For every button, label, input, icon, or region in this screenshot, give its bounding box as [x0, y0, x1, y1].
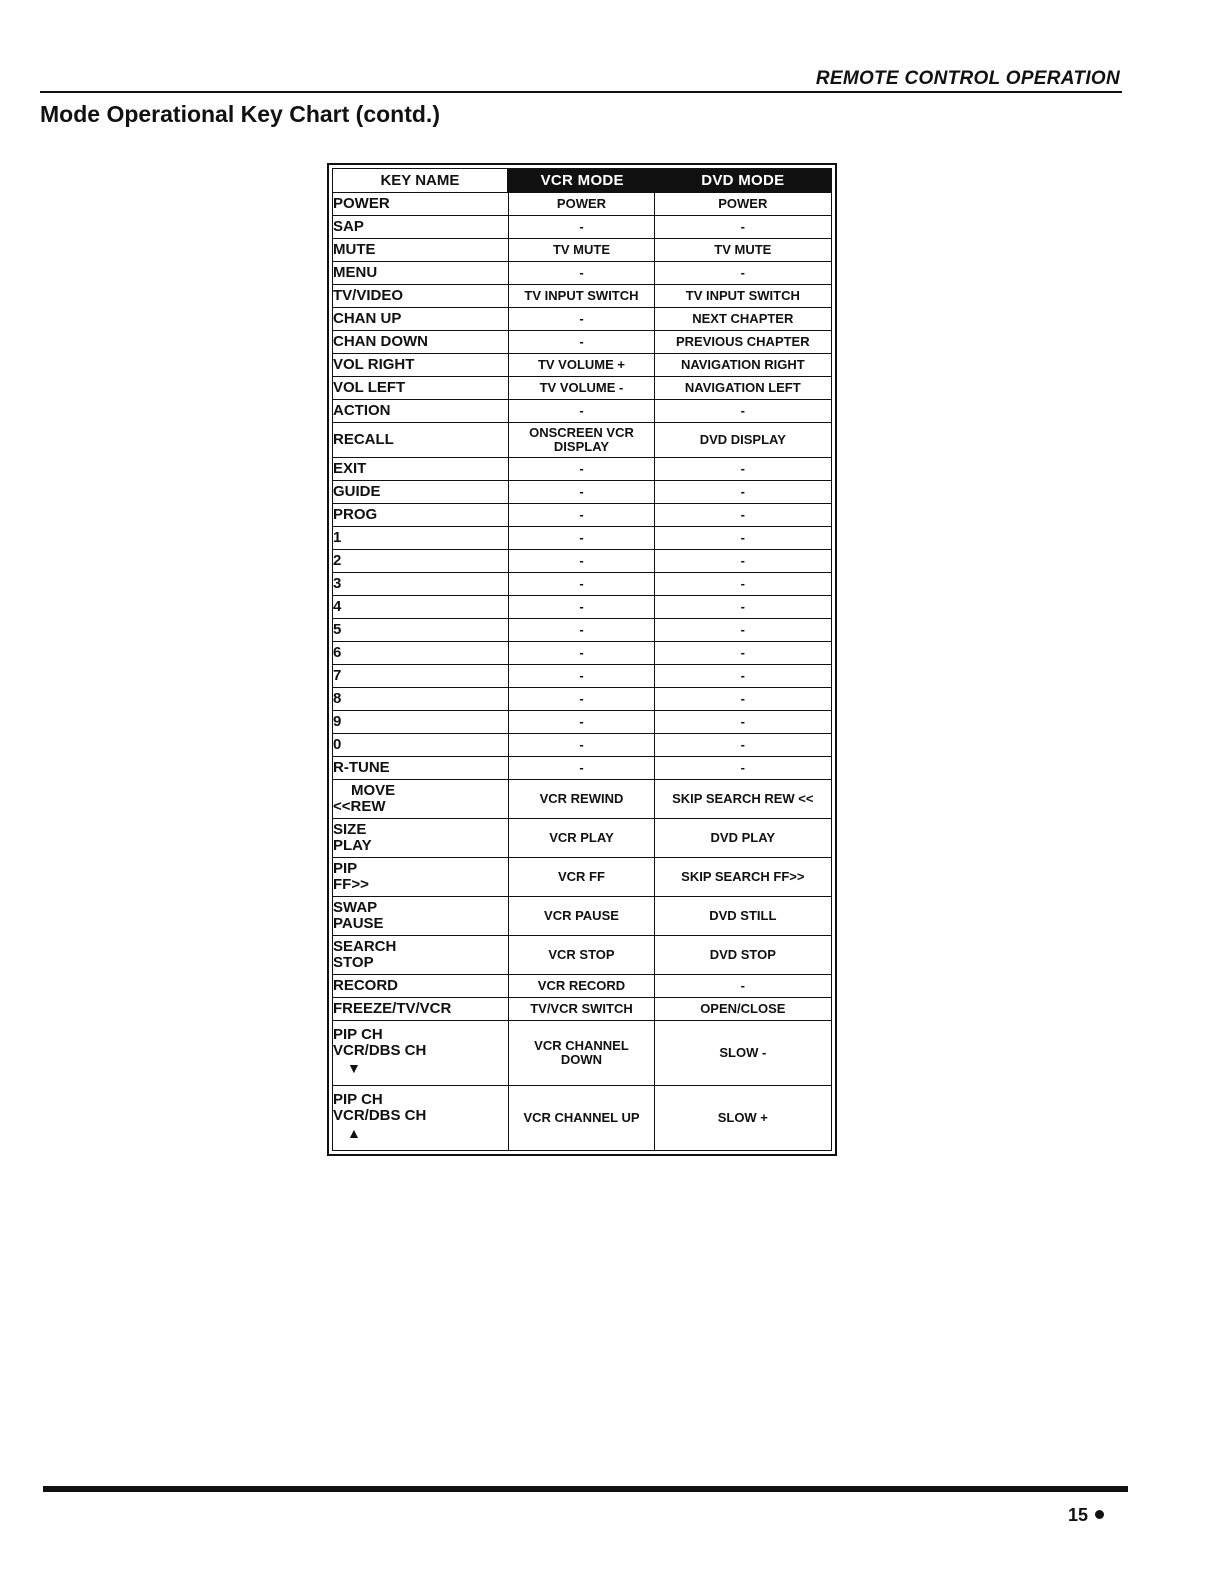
- vcr-mode-text: -: [579, 530, 584, 546]
- column-header-vcr-mode: VCR MODE: [509, 169, 654, 193]
- key-name-cell: [333, 757, 509, 780]
- dvd-mode-cell: [654, 354, 831, 377]
- vcr-mode-text: TV INPUT SWITCH: [524, 288, 639, 304]
- vcr-mode-text: VCR RECORD: [537, 978, 626, 994]
- table-row: [333, 665, 832, 688]
- vcr-mode-cell: [509, 308, 654, 331]
- dvd-mode-text: -: [740, 484, 745, 500]
- vcr-mode-cell: [509, 858, 654, 897]
- vcr-mode-text: -: [579, 599, 584, 615]
- page-number: [1068, 1505, 1104, 1526]
- table-row: [333, 998, 832, 1021]
- table-row: [333, 377, 832, 400]
- key-name-cell: [333, 642, 509, 665]
- key-name-text: FF>>: [333, 876, 369, 893]
- dvd-mode-cell: [654, 308, 831, 331]
- table-row: [333, 458, 832, 481]
- vcr-mode-cell: [509, 423, 654, 458]
- vcr-mode-cell: [509, 897, 654, 936]
- dvd-mode-cell: [654, 642, 831, 665]
- dvd-mode-text: -: [740, 978, 745, 994]
- table-row: [333, 423, 832, 458]
- vcr-mode-text: -: [579, 311, 584, 327]
- table-row: [333, 400, 832, 423]
- table-row: [333, 193, 832, 216]
- dvd-mode-text: -: [740, 760, 745, 776]
- table-row: [333, 757, 832, 780]
- key-name-cell: [333, 688, 509, 711]
- vcr-mode-text: -: [579, 622, 584, 638]
- vcr-mode-cell: [509, 481, 654, 504]
- dvd-mode-text: PREVIOUS CHAPTER: [675, 334, 810, 350]
- key-name-text: PROG: [333, 506, 378, 524]
- table-row: [333, 596, 832, 619]
- arrow-down-icon: ▼: [347, 1059, 361, 1076]
- dvd-mode-text: -: [740, 645, 745, 661]
- key-name-text: 6: [333, 644, 342, 662]
- vcr-mode-cell: [509, 193, 654, 216]
- table-row: [333, 504, 832, 527]
- vcr-mode-text: -: [579, 714, 584, 730]
- vcr-mode-cell: [509, 400, 654, 423]
- dvd-mode-cell: [654, 619, 831, 642]
- key-name-text: CHAN UP: [333, 310, 402, 328]
- vcr-mode-cell: [509, 642, 654, 665]
- dvd-mode-text: SKIP SEARCH REW <<: [672, 791, 814, 807]
- dvd-mode-text: -: [740, 507, 745, 523]
- mode-operational-key-chart: [332, 168, 832, 1151]
- dvd-mode-text: -: [740, 403, 745, 419]
- vcr-mode-cell: [509, 757, 654, 780]
- dvd-mode-text: -: [740, 668, 745, 684]
- key-name-text: 1: [333, 529, 342, 547]
- vcr-mode-cell: [509, 596, 654, 619]
- dvd-mode-cell: [654, 1086, 831, 1151]
- vcr-mode-cell: [509, 216, 654, 239]
- vcr-mode-text: TV VOLUME -: [539, 380, 624, 396]
- dvd-mode-cell: [654, 975, 831, 998]
- table-header-row: [333, 169, 832, 193]
- table-row: [333, 711, 832, 734]
- vcr-mode-text: -: [579, 737, 584, 753]
- key-name-text: VOL LEFT: [333, 379, 406, 397]
- column-header-dvd-mode: DVD MODE: [654, 169, 831, 193]
- dvd-mode-text: -: [740, 737, 745, 753]
- dvd-mode-cell: [654, 262, 831, 285]
- vcr-mode-text: -: [579, 334, 584, 350]
- table-row: [333, 573, 832, 596]
- key-name-text: VCR/DBS CH: [333, 1107, 427, 1125]
- table-row: [333, 550, 832, 573]
- vcr-mode-text: TV VOLUME +: [537, 357, 625, 373]
- dvd-mode-cell: [654, 819, 831, 858]
- vcr-mode-cell: [509, 527, 654, 550]
- vcr-mode-cell: [509, 780, 654, 819]
- dvd-mode-cell: [654, 216, 831, 239]
- key-name-text: PAUSE: [333, 915, 384, 932]
- table-row: [333, 239, 832, 262]
- dvd-mode-cell: [654, 285, 831, 308]
- vcr-mode-text: ONSCREEN VCR: [529, 425, 634, 441]
- dvd-mode-text: TV INPUT SWITCH: [685, 288, 800, 304]
- vcr-mode-cell: [509, 711, 654, 734]
- dvd-mode-text: NAVIGATION RIGHT: [680, 357, 805, 373]
- key-name-cell: [333, 239, 509, 262]
- key-name-text: GUIDE: [333, 483, 381, 501]
- vcr-mode-text: -: [579, 484, 584, 500]
- vcr-mode-cell: [509, 550, 654, 573]
- key-name-text: CHAN DOWN: [333, 333, 428, 351]
- key-name-text: 0: [333, 736, 342, 754]
- vcr-mode-cell: [509, 665, 654, 688]
- key-name-text: SIZE: [333, 821, 367, 839]
- dvd-mode-cell: [654, 239, 831, 262]
- key-name-text: MUTE: [333, 241, 376, 259]
- vcr-mode-cell: [509, 734, 654, 757]
- vcr-mode-text: -: [579, 461, 584, 477]
- key-name-cell: [333, 711, 509, 734]
- table-row: [333, 285, 832, 308]
- dvd-mode-cell: [654, 400, 831, 423]
- key-name-text: PIP: [333, 860, 358, 878]
- key-name-cell: [333, 527, 509, 550]
- dvd-mode-cell: [654, 858, 831, 897]
- dvd-mode-text: -: [740, 461, 745, 477]
- dvd-mode-text: DVD PLAY: [710, 830, 776, 846]
- key-name-text: MOVE: [351, 782, 396, 800]
- dvd-mode-text: -: [740, 530, 745, 546]
- key-name-cell: [333, 400, 509, 423]
- dvd-mode-text: -: [740, 599, 745, 615]
- vcr-mode-text: DOWN: [560, 1052, 603, 1067]
- key-name-text: VCR/DBS CH: [333, 1042, 427, 1060]
- dvd-mode-text: DVD STILL: [709, 908, 777, 924]
- table-row: [333, 262, 832, 285]
- table-row: [333, 734, 832, 757]
- dvd-mode-cell: [654, 573, 831, 596]
- key-name-text: 3: [333, 575, 342, 593]
- key-name-text: FREEZE/TV/VCR: [333, 1000, 452, 1018]
- key-name-cell: [333, 596, 509, 619]
- table-row: [333, 780, 832, 819]
- vcr-mode-cell: [509, 1086, 654, 1151]
- table-row: [333, 619, 832, 642]
- dvd-mode-cell: [654, 527, 831, 550]
- vcr-mode-cell: [509, 262, 654, 285]
- table-row: [333, 642, 832, 665]
- key-name-text: EXIT: [333, 460, 367, 478]
- key-name-text: 7: [333, 667, 342, 685]
- dvd-mode-text: SLOW -: [719, 1045, 767, 1061]
- dvd-mode-text: OPEN/CLOSE: [700, 1001, 786, 1017]
- vcr-mode-text: -: [579, 507, 584, 523]
- dvd-mode-cell: [654, 998, 831, 1021]
- key-name-cell: [333, 262, 509, 285]
- key-name-text: 8: [333, 690, 342, 708]
- vcr-mode-cell: [509, 239, 654, 262]
- dvd-mode-cell: [654, 596, 831, 619]
- key-name-cell: [333, 308, 509, 331]
- vcr-mode-text: VCR PAUSE: [544, 908, 619, 924]
- dvd-mode-text: DVD DISPLAY: [699, 432, 786, 448]
- dvd-mode-cell: [654, 665, 831, 688]
- vcr-mode-cell: [509, 688, 654, 711]
- key-name-cell: [333, 780, 509, 819]
- vcr-mode-text: TV MUTE: [552, 242, 611, 258]
- vcr-mode-cell: [509, 936, 654, 975]
- header-rule: [40, 91, 1122, 93]
- key-name-cell: [333, 354, 509, 377]
- dvd-mode-cell: [654, 331, 831, 354]
- key-name-cell: [333, 998, 509, 1021]
- dvd-mode-text: NEXT CHAPTER: [692, 311, 794, 327]
- vcr-mode-text: DISPLAY: [553, 439, 610, 454]
- vcr-mode-cell: [509, 1021, 654, 1086]
- key-name-cell: [333, 331, 509, 354]
- table-row: [333, 819, 832, 858]
- vcr-mode-cell: [509, 458, 654, 481]
- vcr-mode-cell: [509, 285, 654, 308]
- vcr-mode-text: -: [579, 219, 584, 235]
- column-header-key-name: KEY NAME: [333, 169, 509, 193]
- table-row: [333, 216, 832, 239]
- key-name-text: 4: [333, 598, 342, 616]
- table-row: [333, 308, 832, 331]
- dvd-mode-cell: [654, 458, 831, 481]
- key-name-text: TV/VIDEO: [333, 287, 404, 305]
- vcr-mode-cell: [509, 331, 654, 354]
- table-row: [333, 1086, 832, 1151]
- dvd-mode-text: DVD STOP: [709, 947, 776, 963]
- key-name-cell: [333, 619, 509, 642]
- vcr-mode-text: -: [579, 403, 584, 419]
- dvd-mode-text: -: [740, 265, 745, 281]
- key-name-cell: [333, 504, 509, 527]
- key-name-text: PLAY: [333, 837, 372, 854]
- dvd-mode-text: -: [740, 219, 745, 235]
- dvd-mode-cell: [654, 780, 831, 819]
- key-name-cell: [333, 481, 509, 504]
- table-row: [333, 858, 832, 897]
- dvd-mode-cell: [654, 193, 831, 216]
- key-name-cell: [333, 1086, 509, 1151]
- key-name-cell: [333, 936, 509, 975]
- vcr-mode-text: -: [579, 668, 584, 684]
- key-name-cell: [333, 858, 509, 897]
- key-name-cell: [333, 423, 509, 458]
- key-name-cell: [333, 819, 509, 858]
- vcr-mode-cell: [509, 819, 654, 858]
- dvd-mode-cell: [654, 734, 831, 757]
- dvd-mode-text: SKIP SEARCH FF>>: [681, 869, 805, 885]
- table-row: [333, 936, 832, 975]
- key-name-text: <<REW: [333, 798, 386, 815]
- dvd-mode-text: TV MUTE: [714, 242, 772, 258]
- key-name-cell: [333, 285, 509, 308]
- key-name-text: SEARCH: [333, 938, 397, 956]
- vcr-mode-text: VCR CHANNEL: [534, 1038, 629, 1054]
- vcr-mode-text: VCR CHANNEL UP: [523, 1110, 640, 1126]
- key-name-text: STOP: [333, 954, 374, 971]
- arrow-up-icon: ▲: [347, 1124, 361, 1141]
- dvd-mode-cell: [654, 688, 831, 711]
- vcr-mode-cell: [509, 573, 654, 596]
- key-name-text: MENU: [333, 264, 378, 282]
- key-name-cell: [333, 665, 509, 688]
- vcr-mode-text: VCR REWIND: [539, 791, 624, 807]
- dvd-mode-text: NAVIGATION LEFT: [684, 380, 801, 396]
- dvd-mode-text: -: [740, 576, 745, 592]
- key-name-text: 9: [333, 713, 342, 731]
- vcr-mode-text: -: [579, 576, 584, 592]
- key-name-text: RECALL: [333, 431, 394, 449]
- key-name-text: SAP: [333, 218, 364, 236]
- key-name-text: 2: [333, 552, 342, 570]
- table-body: [333, 193, 832, 1151]
- table-row: [333, 688, 832, 711]
- key-name-cell: [333, 734, 509, 757]
- dvd-mode-text: -: [740, 691, 745, 707]
- vcr-mode-text: -: [579, 645, 584, 661]
- bullet-icon: [1095, 1510, 1104, 1519]
- key-name-cell: [333, 573, 509, 596]
- key-name-text: PIP CH: [333, 1091, 383, 1109]
- page-number-text: 15: [1068, 1505, 1089, 1525]
- key-name-text: SWAP: [333, 899, 378, 917]
- table-row: [333, 331, 832, 354]
- vcr-mode-cell: [509, 975, 654, 998]
- key-name-cell: [333, 897, 509, 936]
- dvd-mode-cell: [654, 423, 831, 458]
- vcr-mode-text: -: [579, 265, 584, 281]
- dvd-mode-cell: [654, 897, 831, 936]
- dvd-mode-text: -: [740, 714, 745, 730]
- key-name-cell: [333, 1021, 509, 1086]
- vcr-mode-cell: [509, 998, 654, 1021]
- key-name-text: R-TUNE: [333, 759, 390, 777]
- dvd-mode-cell: [654, 1021, 831, 1086]
- key-name-text: POWER: [333, 195, 390, 213]
- dvd-mode-cell: [654, 481, 831, 504]
- key-name-text: ACTION: [333, 402, 391, 420]
- dvd-mode-text: -: [740, 622, 745, 638]
- key-name-text: RECORD: [333, 977, 399, 995]
- vcr-mode-cell: [509, 504, 654, 527]
- key-name-text: PIP CH: [333, 1026, 383, 1044]
- table-row: [333, 481, 832, 504]
- dvd-mode-text: -: [740, 553, 745, 569]
- table-row: [333, 354, 832, 377]
- dvd-mode-text: SLOW +: [717, 1110, 768, 1126]
- vcr-mode-text: -: [579, 691, 584, 707]
- dvd-mode-cell: [654, 757, 831, 780]
- vcr-mode-cell: [509, 619, 654, 642]
- key-name-cell: [333, 216, 509, 239]
- vcr-mode-cell: [509, 354, 654, 377]
- dvd-mode-text: POWER: [718, 196, 768, 212]
- vcr-mode-text: VCR PLAY: [549, 830, 614, 846]
- dvd-mode-cell: [654, 377, 831, 400]
- dvd-mode-cell: [654, 936, 831, 975]
- key-name-cell: [333, 550, 509, 573]
- table-row: [333, 897, 832, 936]
- dvd-mode-cell: [654, 550, 831, 573]
- page-title: Mode Operational Key Chart (contd.): [40, 101, 440, 127]
- footer-rule: [43, 1486, 1128, 1492]
- vcr-mode-cell: [509, 377, 654, 400]
- key-name-cell: [333, 193, 509, 216]
- section-header: REMOTE CONTROL OPERATION: [815, 68, 1120, 89]
- table-row: [333, 1021, 832, 1086]
- dvd-mode-cell: [654, 504, 831, 527]
- vcr-mode-text: POWER: [556, 196, 607, 212]
- key-name-cell: [333, 377, 509, 400]
- key-name-text: VOL RIGHT: [333, 356, 415, 374]
- vcr-mode-text: -: [579, 760, 584, 776]
- vcr-mode-text: TV/VCR SWITCH: [530, 1001, 633, 1017]
- dvd-mode-cell: [654, 711, 831, 734]
- key-name-cell: [333, 458, 509, 481]
- table-row: [333, 975, 832, 998]
- table-row: [333, 527, 832, 550]
- vcr-mode-text: VCR FF: [558, 869, 605, 885]
- key-chart-frame: [327, 163, 837, 1156]
- key-name-cell: [333, 975, 509, 998]
- vcr-mode-text: -: [579, 553, 584, 569]
- vcr-mode-text: VCR STOP: [548, 947, 615, 963]
- key-name-text: 5: [333, 621, 342, 639]
